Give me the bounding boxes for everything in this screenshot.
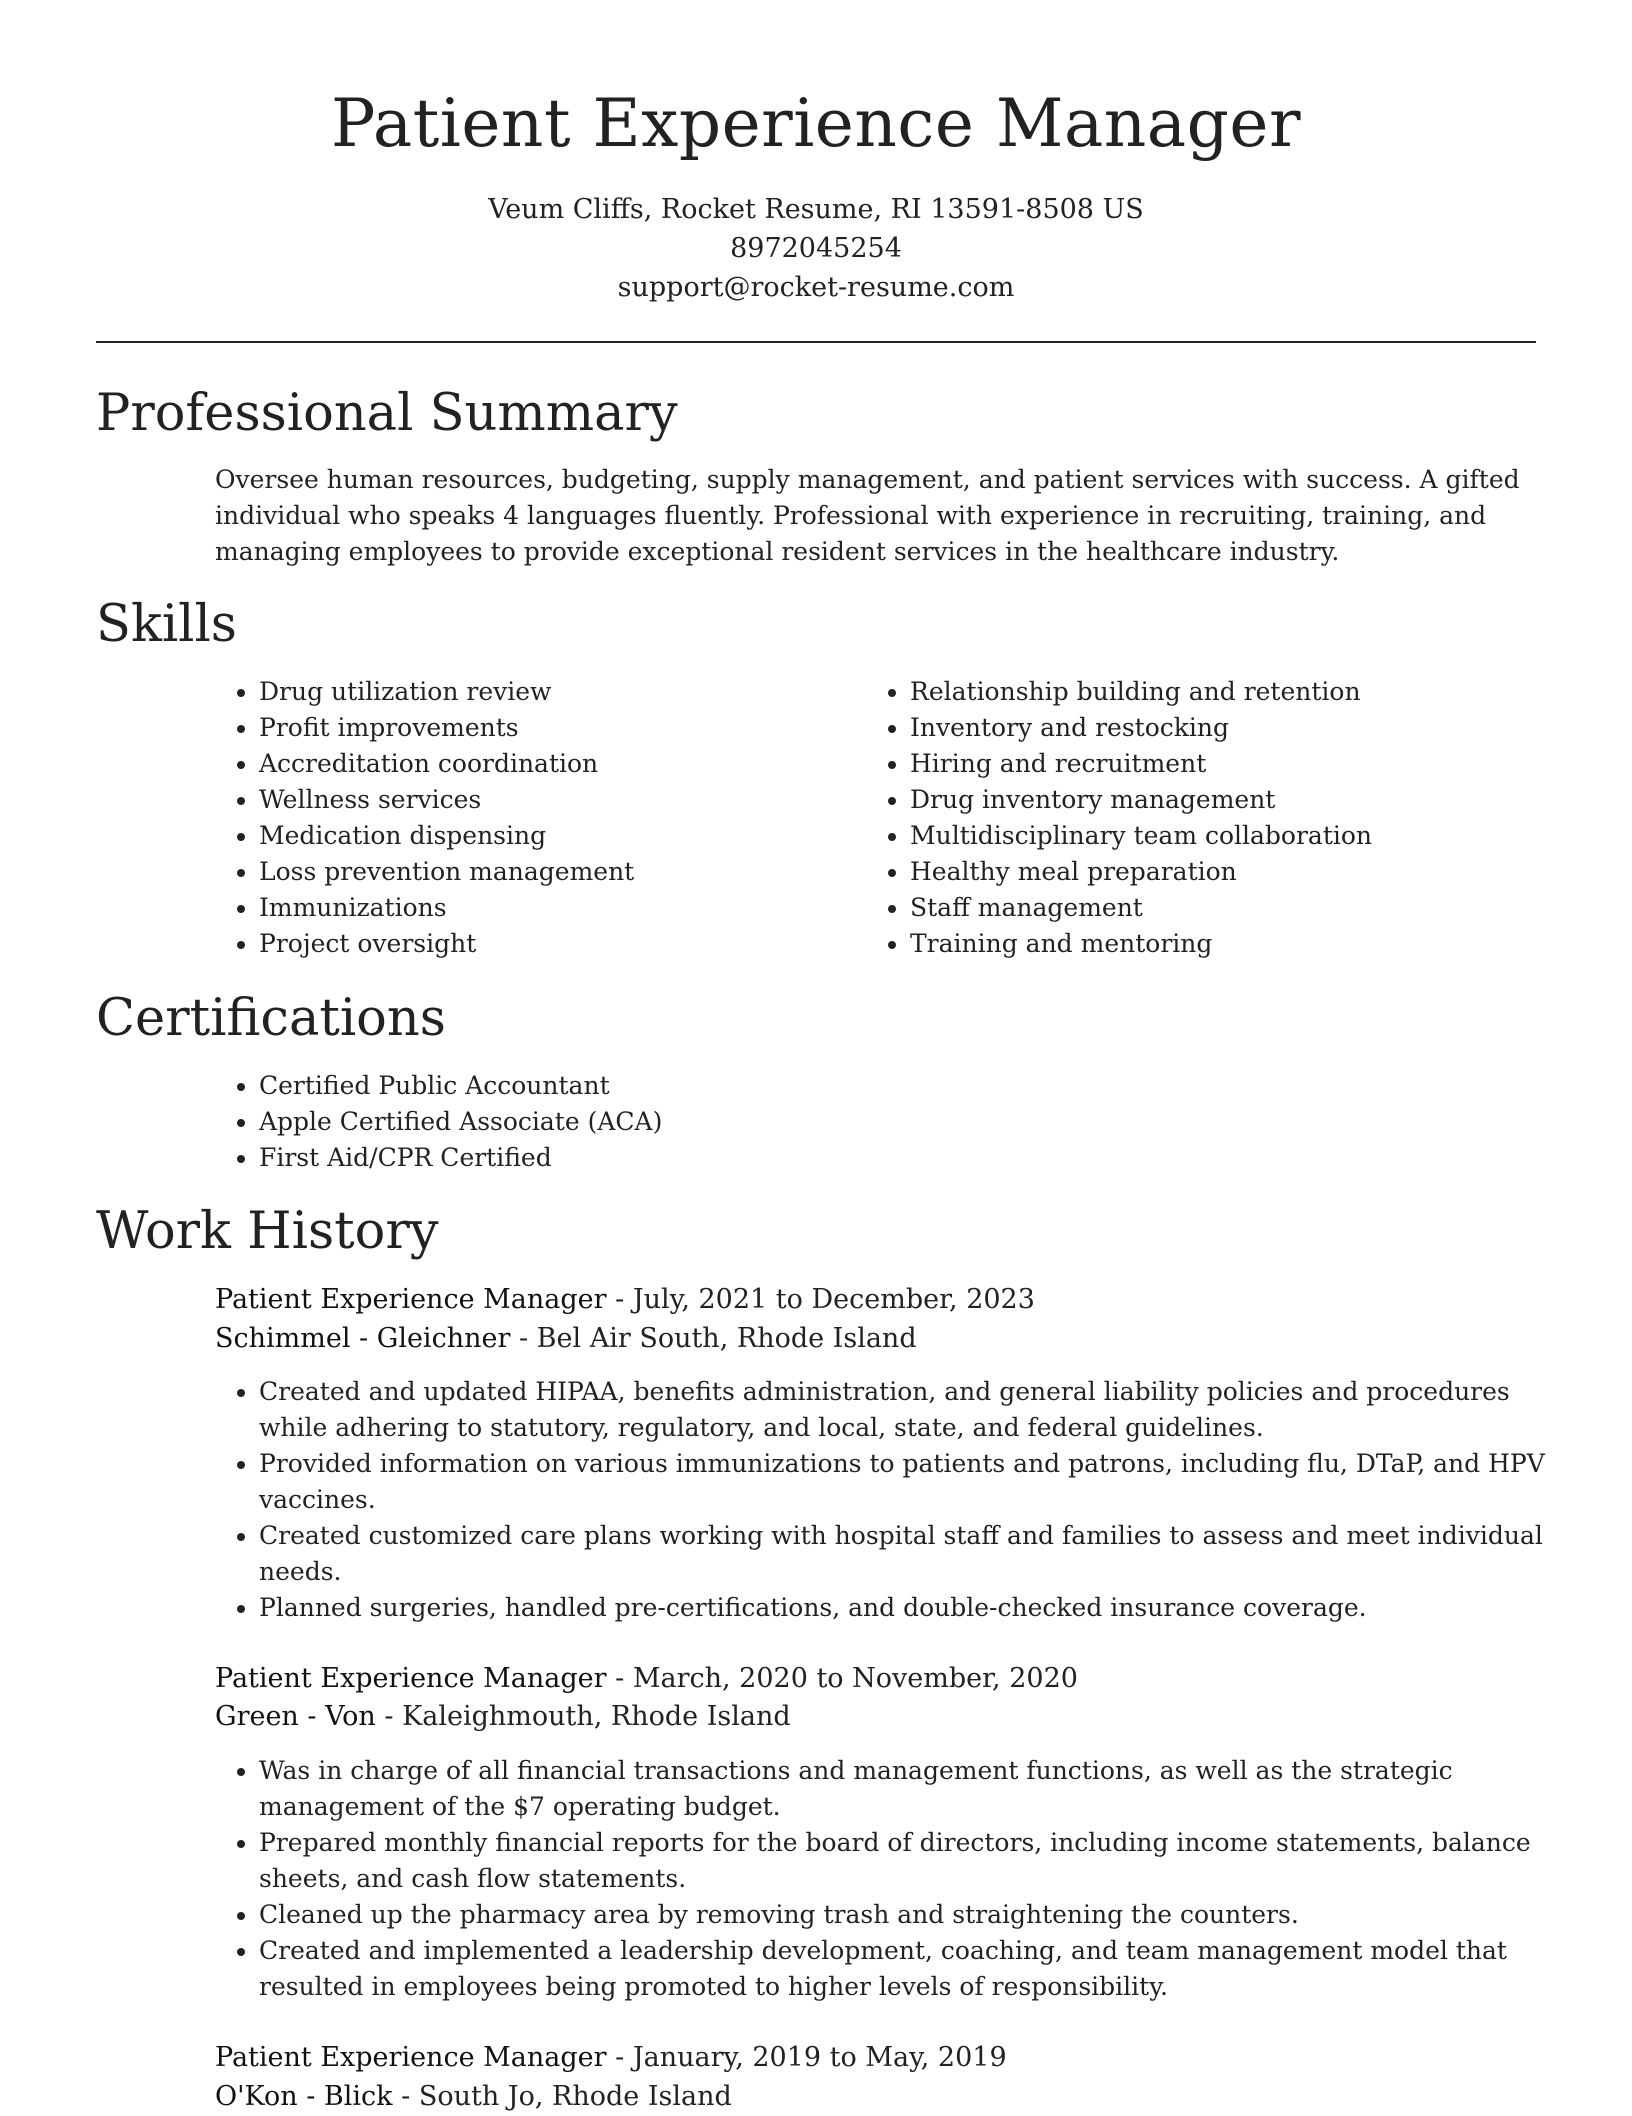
job-title: Patient Experience Manager (215, 1284, 607, 1315)
skill-item: • Relationship building and retention (910, 674, 1570, 710)
job-title: Patient Experience Manager (215, 2042, 607, 2073)
job-bullets (215, 1374, 1584, 1626)
skill-item: • Training and mentoring (910, 926, 1570, 962)
summary-heading: Professional Summary (96, 384, 678, 443)
certification-item: • First Aid/CPR Certified (259, 1140, 1159, 1176)
job-company-line: Schimmel - Gleichner - Bel Air South, Rhode Island (215, 1323, 917, 1354)
job-title-line: Patient Experience Manager - March, 2020 to November, 2020 (215, 1663, 1078, 1694)
skill-item: • Drug inventory management (910, 782, 1570, 818)
skills-heading: Skills (96, 595, 237, 654)
summary-text: Oversee human resources, budgeting, supply management, and patient services with success. A gifted individual who speaks 4 languages fluently. Professional with experience in recruiting, training, and managing employees to provide exceptional resident services in the healthcare industry. (215, 465, 1520, 566)
skill-item: • Project oversight (259, 926, 859, 962)
job-bullets (215, 1753, 1584, 2005)
work-history-heading: Work History (96, 1202, 439, 1261)
skill-item: • Immunizations (259, 890, 859, 926)
contact-email: support@rocket-resume.com (617, 272, 1015, 303)
job-company: O'Kon - Blick (215, 2081, 393, 2112)
header-divider (96, 341, 1536, 343)
skill-item: • Inventory and restocking (910, 710, 1570, 746)
job-bullet: • Provided information on various immunizations to patients and patrons, including flu, DTaP, and HPV vaccines. (259, 1446, 1584, 1518)
skill-item: • Healthy meal preparation (910, 854, 1570, 890)
job-company-line: Green - Von - Kaleighmouth, Rhode Island (215, 1701, 791, 1732)
contact-phone: 8972045254 (730, 233, 902, 264)
job-location: South Jo, Rhode Island (418, 2081, 732, 2112)
contact-block (0, 190, 1632, 307)
skill-item: • Drug utilization review (259, 674, 859, 710)
skill-item: • Hiring and recruitment (910, 746, 1570, 782)
resume-title: Patient Experience Manager (330, 85, 1302, 162)
certification-item: • Certified Public Accountant (259, 1068, 1159, 1104)
job-bullet: • Prepared monthly financial reports for the board of directors, including income statements, balance sheets, and cash flow statements. (259, 1825, 1584, 1897)
job-company: Schimmel - Gleichner (215, 1323, 511, 1354)
job-bullet: • Created and implemented a leadership development, coaching, and team management model that resulted in employees being promoted to higher levels of responsibility. (259, 1933, 1584, 2005)
job-title-line: Patient Experience Manager - January, 2019 to May, 2019 (215, 2042, 1007, 2073)
certifications-heading: Certifications (96, 989, 446, 1048)
skill-item: • Accreditation coordination (259, 746, 859, 782)
skills-list-right (866, 674, 1570, 962)
job-bullet: • Cleaned up the pharmacy area by removing trash and straightening the counters. (259, 1897, 1584, 1933)
job-title-line: Patient Experience Manager - July, 2021 to December, 2023 (215, 1284, 1035, 1315)
job-bullet: • Planned surgeries, handled pre-certifications, and double-checked insurance coverage. (259, 1590, 1584, 1626)
contact-address: Veum Cliffs, Rocket Resume, RI 13591-8508 US (488, 194, 1144, 225)
job-bullet: • Created customized care plans working with hospital staff and families to assess and meet individual needs. (259, 1518, 1584, 1590)
job-bullet: • Was in charge of all financial transactions and management functions, as well as the strategic management of the $7 operating budget. (259, 1753, 1584, 1825)
skill-item: • Multidisciplinary team collaboration (910, 818, 1570, 854)
job-location: Kaleighmouth, Rhode Island (402, 1701, 791, 1732)
job-dates: July, 2021 to December, 2023 (632, 1284, 1035, 1315)
skill-item: • Wellness services (259, 782, 859, 818)
job-company-line: O'Kon - Blick - South Jo, Rhode Island (215, 2081, 732, 2112)
skills-list-left (215, 674, 859, 962)
skill-item: • Profit improvements (259, 710, 859, 746)
job-dates: January, 2019 to May, 2019 (632, 2042, 1007, 2073)
certification-item: • Apple Certified Associate (ACA) (259, 1104, 1159, 1140)
skill-item: • Loss prevention management (259, 854, 859, 890)
job-dates: March, 2020 to November, 2020 (632, 1663, 1078, 1694)
skill-item: • Staff management (910, 890, 1570, 926)
skill-item: • Medication dispensing (259, 818, 859, 854)
job-company: Green - Von (215, 1701, 376, 1732)
job-bullet: • Created and updated HIPAA, benefits administration, and general liability policies and procedures while adhering to statutory, regulatory, and local, state, and federal guidelines. (259, 1374, 1584, 1446)
job-title: Patient Experience Manager (215, 1663, 607, 1694)
job-location: Bel Air South, Rhode Island (536, 1323, 917, 1354)
certifications-list (215, 1068, 1159, 1176)
